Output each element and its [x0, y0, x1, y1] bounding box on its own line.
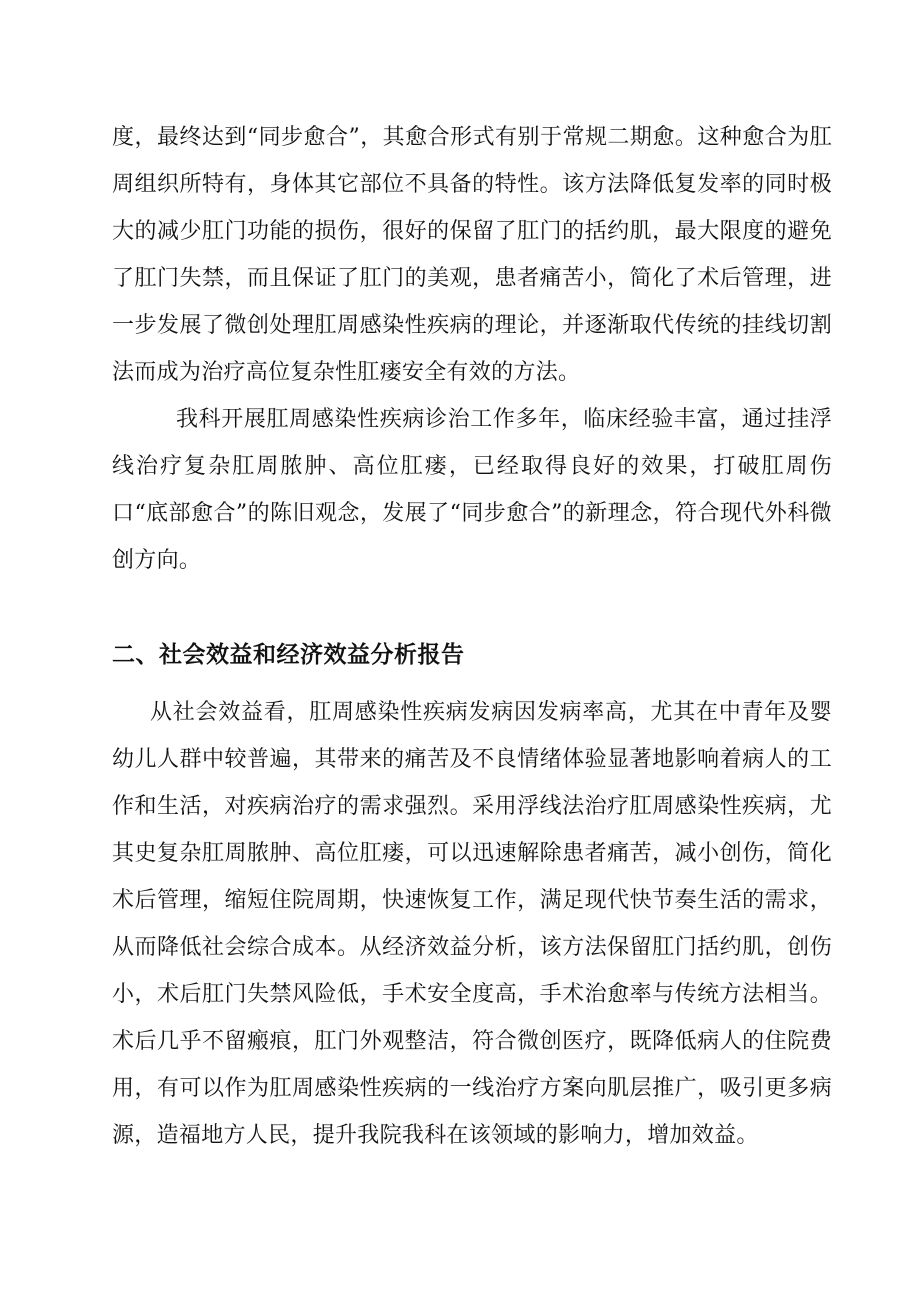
paragraph-department-experience: 我科开展肛周感染性疾病诊治工作多年，临床经验丰富，通过挂浮线治疗复杂肛周脓肿、高位肛瘘，已经取得良好的效果，打破肛周伤口“底部愈合”的陈旧观念，发展了“同步愈合”的新理念，符合现代外科微创方向。 [112, 407, 832, 573]
paragraph-social-economic-benefit: 从社会效益看，肛周感染性疾病发病因发病率高，尤其在中青年及婴幼儿人群中较普遍，其带来的痛苦及不良情绪体验显著地影响着病人的工作和生活，对疾病治疗的需求强烈。采用浮线法治疗肛周感染性疾病，尤其史复杂肛周脓肿、高位肛瘘，可以迅速解除患者痛苦，减小创伤，简化术后管理，缩短住院周期，快速恢复工作，满足现代快节奏生活的需求，从而降低社会综合成本。从经济效益分析，该方法保留肛门括约肌，创伤小，术后肛门失禁风险低，手术安全度高，手术治愈率与传统方法相当。术后几乎不留瘢痕，肛门外观整洁，符合微创医疗，既降低病人的住院费用，有可以作为肛周感染性疾病的一线治疗方案向肌层推广，吸引更多病源，造福地方人民，提升我院我科在该领域的影响力，增加效益。 [112, 700, 832, 1148]
paragraph-healing-method: 度，最终达到“同步愈合”，其愈合形式有别于常规二期愈。这种愈合为肛周组织所特有，身体其它部位不具备的特性。该方法降低复发率的同时极大的减少肛门功能的损伤，很好的保留了肛门的括约肌，最大限度的避免了肛门失禁，而且保证了肛门的美观，患者痛苦小，简化了术后管理，进一步发展了微创处理肛周感染性疾病的理论，并逐渐取代传统的挂线切割法而成为治疗高位复杂性肛瘘安全有效的方法。 [112, 125, 832, 385]
document-body [112, 114, 832, 1159]
section-heading-benefit-analysis: 二、社会效益和经济效益分析报告 [112, 642, 465, 668]
